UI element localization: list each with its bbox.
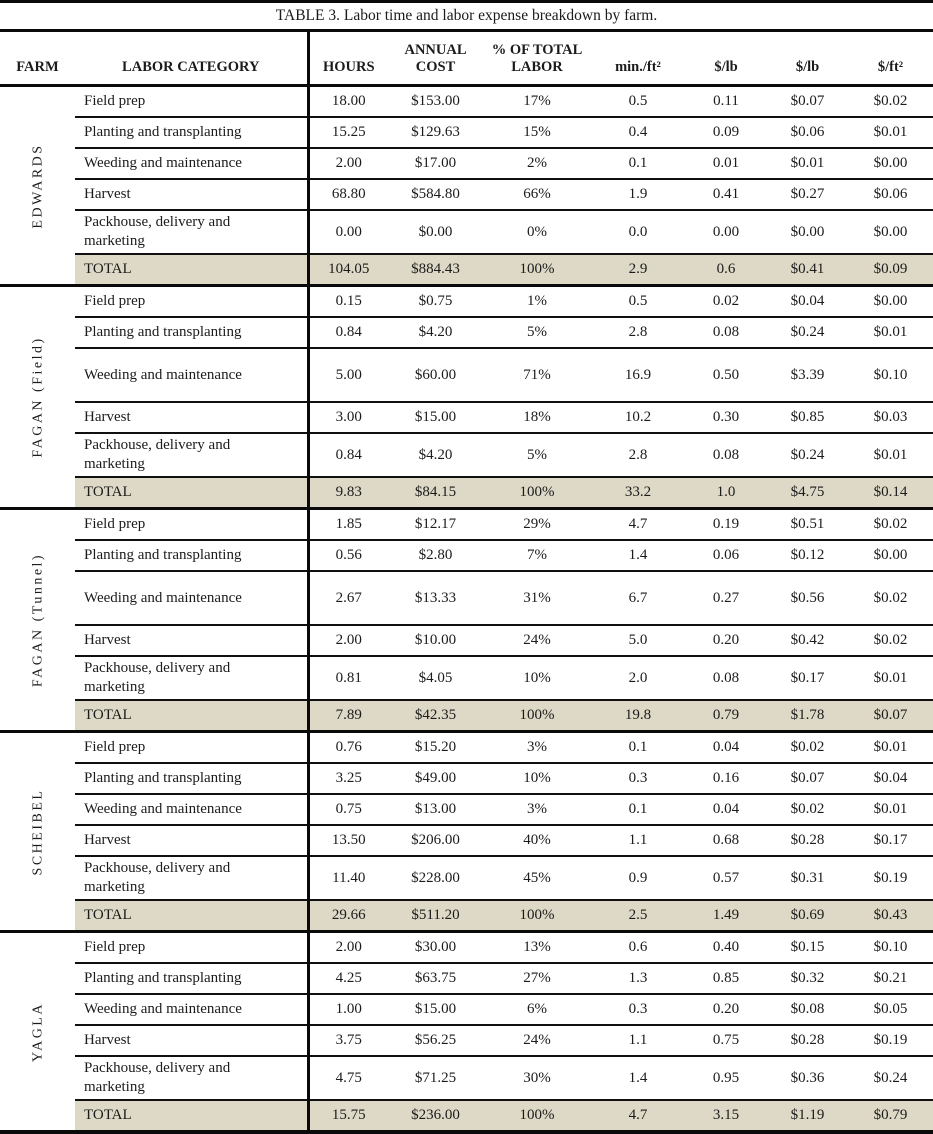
category-cell: Planting and transplanting (75, 317, 308, 348)
category-row (0, 856, 933, 900)
ft2-cost-cell: $0.01 (848, 656, 933, 700)
lb-price-cell: $0.08 (767, 994, 848, 1025)
lb-price-cell: $0.24 (767, 433, 848, 477)
hours-cell: 9.83 (308, 477, 388, 509)
min-ft2-cell: 0.0 (591, 210, 685, 254)
hours-cell: 0.15 (308, 286, 388, 318)
pct-total-cell: 100% (483, 477, 591, 509)
category-row (0, 433, 933, 477)
farm-name: SCHEIBEL (30, 788, 45, 875)
lb-cost-cell: 0.75 (685, 1025, 767, 1056)
ft2-cost-cell: $0.05 (848, 994, 933, 1025)
category-row (0, 148, 933, 179)
hours-cell: 15.25 (308, 117, 388, 148)
category-row (0, 540, 933, 571)
annual-cost-cell: $56.25 (388, 1025, 483, 1056)
total-row (0, 254, 933, 286)
lb-price-cell: $0.32 (767, 963, 848, 994)
min-ft2-cell: 4.7 (591, 1100, 685, 1132)
annual-cost-cell: $4.05 (388, 656, 483, 700)
ft2-cost-cell: $0.01 (848, 732, 933, 764)
hours-cell: 0.84 (308, 317, 388, 348)
pct-total-cell: 5% (483, 317, 591, 348)
hours-cell: 13.50 (308, 825, 388, 856)
min-ft2-cell: 0.1 (591, 732, 685, 764)
ft2-cost-cell: $0.19 (848, 1025, 933, 1056)
hours-cell: 1.85 (308, 509, 388, 541)
min-ft2-cell: 2.0 (591, 656, 685, 700)
pct-total-cell: 30% (483, 1056, 591, 1100)
annual-cost-cell: $12.17 (388, 509, 483, 541)
lb-price-cell: $0.07 (767, 86, 848, 118)
category-row (0, 348, 933, 402)
annual-cost-cell: $30.00 (388, 932, 483, 964)
lb-price-cell: $0.12 (767, 540, 848, 571)
lb-cost-cell: 0.11 (685, 86, 767, 118)
category-row (0, 625, 933, 656)
pct-total-cell: 40% (483, 825, 591, 856)
ft2-cost-cell: $0.24 (848, 1056, 933, 1100)
ft2-cost-cell: $0.02 (848, 625, 933, 656)
lb-price-cell: $0.41 (767, 254, 848, 286)
hours-cell: 68.80 (308, 179, 388, 210)
annual-cost-cell: $4.20 (388, 433, 483, 477)
lb-cost-cell: 1.0 (685, 477, 767, 509)
lb-price-cell: $1.19 (767, 1100, 848, 1132)
annual-cost-cell: $0.75 (388, 286, 483, 318)
category-row (0, 210, 933, 254)
min-ft2-cell: 0.3 (591, 763, 685, 794)
lb-price-cell: $0.17 (767, 656, 848, 700)
min-ft2-cell: 1.4 (591, 1056, 685, 1100)
pct-total-cell: 3% (483, 732, 591, 764)
lb-cost-cell: 0.68 (685, 825, 767, 856)
lb-cost-cell: 0.06 (685, 540, 767, 571)
ft2-cost-cell: $0.09 (848, 254, 933, 286)
hours-cell: 7.89 (308, 700, 388, 732)
annual-cost-cell: $2.80 (388, 540, 483, 571)
pct-total-cell: 29% (483, 509, 591, 541)
hours-cell: 11.40 (308, 856, 388, 900)
hours-cell: 15.75 (308, 1100, 388, 1132)
min-ft2-cell: 0.4 (591, 117, 685, 148)
lb-cost-cell: 0.57 (685, 856, 767, 900)
min-ft2-cell: 0.5 (591, 286, 685, 318)
lb-cost-cell: 0.6 (685, 254, 767, 286)
annual-cost-cell: $13.33 (388, 571, 483, 625)
category-cell: TOTAL (75, 254, 308, 286)
lb-cost-cell: 0.20 (685, 625, 767, 656)
lb-price-cell: $0.15 (767, 932, 848, 964)
min-ft2-cell: 0.5 (591, 86, 685, 118)
lb-cost-cell: 0.50 (685, 348, 767, 402)
min-ft2-cell: 0.6 (591, 932, 685, 964)
ft2-cost-cell: $0.79 (848, 1100, 933, 1132)
category-row (0, 402, 933, 433)
category-cell: Field prep (75, 86, 308, 118)
ft2-cost-cell: $0.21 (848, 963, 933, 994)
min-ft2-cell: 1.1 (591, 1025, 685, 1056)
hours-cell: 4.75 (308, 1056, 388, 1100)
lb-cost-cell: 0.27 (685, 571, 767, 625)
lb-cost-cell: 0.00 (685, 210, 767, 254)
hours-cell: 2.00 (308, 932, 388, 964)
annual-cost-cell: $17.00 (388, 148, 483, 179)
category-cell: TOTAL (75, 700, 308, 732)
lb-cost-cell: 0.04 (685, 794, 767, 825)
lb-price-cell: $0.69 (767, 900, 848, 932)
ft2-cost-cell: $0.01 (848, 433, 933, 477)
min-ft2-cell: 0.9 (591, 856, 685, 900)
farm-name-cell (0, 932, 75, 1133)
farm-name-cell (0, 509, 75, 732)
lb-price-cell: $0.85 (767, 402, 848, 433)
annual-cost-cell: $71.25 (388, 1056, 483, 1100)
ft2-cost-cell: $0.02 (848, 509, 933, 541)
pct-total-cell: 31% (483, 571, 591, 625)
ft2-cost-cell: $0.00 (848, 286, 933, 318)
category-cell: TOTAL (75, 1100, 308, 1132)
farm-name: FAGAN (Field) (30, 336, 45, 458)
min-ft2-cell: 1.3 (591, 963, 685, 994)
category-row (0, 117, 933, 148)
annual-cost-cell: $884.43 (388, 254, 483, 286)
hours-cell: 3.75 (308, 1025, 388, 1056)
total-row (0, 900, 933, 932)
category-row (0, 286, 933, 318)
category-row (0, 963, 933, 994)
category-row (0, 794, 933, 825)
category-row (0, 825, 933, 856)
ft2-cost-cell: $0.17 (848, 825, 933, 856)
total-row (0, 700, 933, 732)
lb-price-cell: $0.51 (767, 509, 848, 541)
hours-cell: 18.00 (308, 86, 388, 118)
category-row (0, 763, 933, 794)
annual-cost-cell: $13.00 (388, 794, 483, 825)
lb-cost-cell: 1.49 (685, 900, 767, 932)
lb-cost-cell: 0.40 (685, 932, 767, 964)
pct-total-cell: 10% (483, 763, 591, 794)
min-ft2-cell: 16.9 (591, 348, 685, 402)
farm-name-cell (0, 286, 75, 509)
lb-cost-cell: 0.08 (685, 317, 767, 348)
ft2-cost-cell: $0.01 (848, 117, 933, 148)
category-cell: TOTAL (75, 477, 308, 509)
lb-price-cell: $4.75 (767, 477, 848, 509)
category-cell: Field prep (75, 932, 308, 964)
annual-cost-cell: $584.80 (388, 179, 483, 210)
hours-cell: 3.25 (308, 763, 388, 794)
farm-name: YAGLA (30, 1001, 45, 1062)
annual-cost-cell: $15.00 (388, 402, 483, 433)
hours-cell: 0.76 (308, 732, 388, 764)
hours-cell: 104.05 (308, 254, 388, 286)
category-cell: Harvest (75, 625, 308, 656)
category-cell: Weeding and maintenance (75, 571, 308, 625)
annual-cost-cell: $15.00 (388, 994, 483, 1025)
hours-cell: 0.84 (308, 433, 388, 477)
lb-cost-cell: 0.04 (685, 732, 767, 764)
annual-cost-cell: $10.00 (388, 625, 483, 656)
category-row (0, 994, 933, 1025)
lb-cost-cell: 0.85 (685, 963, 767, 994)
header-dollar-ft2: $/ft² (848, 32, 933, 86)
lb-cost-cell: 0.08 (685, 656, 767, 700)
category-cell: Harvest (75, 179, 308, 210)
farm-name: FAGAN (Tunnel) (30, 552, 45, 688)
hours-cell: 3.00 (308, 402, 388, 433)
category-cell: Packhouse, delivery and marketing (75, 433, 308, 477)
category-cell: Planting and transplanting (75, 763, 308, 794)
hours-cell: 5.00 (308, 348, 388, 402)
pct-total-cell: 10% (483, 656, 591, 700)
ft2-cost-cell: $0.00 (848, 148, 933, 179)
category-cell: Weeding and maintenance (75, 148, 308, 179)
category-row (0, 1025, 933, 1056)
table-header (0, 32, 933, 86)
ft2-cost-cell: $0.43 (848, 900, 933, 932)
header-farm: FARM (0, 32, 75, 86)
pct-total-cell: 24% (483, 1025, 591, 1056)
category-cell: Packhouse, delivery and marketing (75, 210, 308, 254)
annual-cost-cell: $236.00 (388, 1100, 483, 1132)
hours-cell: 2.67 (308, 571, 388, 625)
min-ft2-cell: 0.1 (591, 794, 685, 825)
category-cell: Packhouse, delivery and marketing (75, 856, 308, 900)
farm-section (0, 86, 933, 286)
hours-cell: 1.00 (308, 994, 388, 1025)
farm-name: EDWARDS (30, 142, 45, 229)
lb-cost-cell: 0.41 (685, 179, 767, 210)
min-ft2-cell: 2.5 (591, 900, 685, 932)
min-ft2-cell: 0.1 (591, 148, 685, 179)
category-cell: Field prep (75, 286, 308, 318)
pct-total-cell: 2% (483, 148, 591, 179)
pct-total-cell: 6% (483, 994, 591, 1025)
header-annual-cost: ANNUAL COST (388, 32, 483, 86)
ft2-cost-cell: $0.19 (848, 856, 933, 900)
annual-cost-cell: $63.75 (388, 963, 483, 994)
lb-price-cell: $0.36 (767, 1056, 848, 1100)
hours-cell: 2.00 (308, 148, 388, 179)
category-row (0, 656, 933, 700)
category-row (0, 1056, 933, 1100)
category-row (0, 317, 933, 348)
lb-price-cell: $0.27 (767, 179, 848, 210)
lb-price-cell: $0.42 (767, 625, 848, 656)
pct-total-cell: 3% (483, 794, 591, 825)
header-dollar-lb-2: $/lb (767, 32, 848, 86)
category-cell: TOTAL (75, 900, 308, 932)
lb-price-cell: $0.04 (767, 286, 848, 318)
farm-section (0, 932, 933, 1133)
ft2-cost-cell: $0.02 (848, 571, 933, 625)
lb-cost-cell: 3.15 (685, 1100, 767, 1132)
lb-cost-cell: 0.20 (685, 994, 767, 1025)
category-cell: Harvest (75, 402, 308, 433)
annual-cost-cell: $153.00 (388, 86, 483, 118)
annual-cost-cell: $60.00 (388, 348, 483, 402)
category-row (0, 509, 933, 541)
annual-cost-cell: $0.00 (388, 210, 483, 254)
total-row (0, 477, 933, 509)
category-cell: Weeding and maintenance (75, 994, 308, 1025)
category-row (0, 179, 933, 210)
hours-cell: 0.56 (308, 540, 388, 571)
lb-cost-cell: 0.08 (685, 433, 767, 477)
pct-total-cell: 17% (483, 86, 591, 118)
min-ft2-cell: 19.8 (591, 700, 685, 732)
ft2-cost-cell: $0.06 (848, 179, 933, 210)
lb-price-cell: $0.28 (767, 825, 848, 856)
lb-cost-cell: 0.19 (685, 509, 767, 541)
header-dollar-lb-1: $/lb (685, 32, 767, 86)
annual-cost-cell: $129.63 (388, 117, 483, 148)
pct-total-cell: 71% (483, 348, 591, 402)
table-title: TABLE 3. Labor time and labor expense breakdown by farm. (0, 0, 933, 32)
annual-cost-cell: $15.20 (388, 732, 483, 764)
pct-total-cell: 18% (483, 402, 591, 433)
farm-section (0, 286, 933, 509)
category-cell: Field prep (75, 509, 308, 541)
farm-section (0, 732, 933, 932)
pct-total-cell: 100% (483, 254, 591, 286)
category-cell: Planting and transplanting (75, 540, 308, 571)
pct-total-cell: 5% (483, 433, 591, 477)
ft2-cost-cell: $0.04 (848, 763, 933, 794)
ft2-cost-cell: $0.14 (848, 477, 933, 509)
hours-cell: 0.00 (308, 210, 388, 254)
labor-table (0, 32, 933, 1134)
category-cell: Weeding and maintenance (75, 348, 308, 402)
header-hours: HOURS (308, 32, 388, 86)
lb-price-cell: $0.06 (767, 117, 848, 148)
min-ft2-cell: 6.7 (591, 571, 685, 625)
pct-total-cell: 100% (483, 900, 591, 932)
annual-cost-cell: $511.20 (388, 900, 483, 932)
lb-cost-cell: 0.30 (685, 402, 767, 433)
pct-total-cell: 1% (483, 286, 591, 318)
category-cell: Packhouse, delivery and marketing (75, 1056, 308, 1100)
category-row (0, 932, 933, 964)
lb-price-cell: $0.07 (767, 763, 848, 794)
annual-cost-cell: $84.15 (388, 477, 483, 509)
annual-cost-cell: $42.35 (388, 700, 483, 732)
category-cell: Field prep (75, 732, 308, 764)
lb-price-cell: $1.78 (767, 700, 848, 732)
lb-cost-cell: 0.02 (685, 286, 767, 318)
ft2-cost-cell: $0.10 (848, 932, 933, 964)
min-ft2-cell: 2.9 (591, 254, 685, 286)
category-cell: Planting and transplanting (75, 963, 308, 994)
farm-name-cell (0, 86, 75, 286)
category-cell: Planting and transplanting (75, 117, 308, 148)
lb-price-cell: $0.02 (767, 732, 848, 764)
annual-cost-cell: $4.20 (388, 317, 483, 348)
lb-price-cell: $0.00 (767, 210, 848, 254)
lb-price-cell: $0.31 (767, 856, 848, 900)
pct-total-cell: 100% (483, 700, 591, 732)
category-row (0, 571, 933, 625)
ft2-cost-cell: $0.10 (848, 348, 933, 402)
farm-section (0, 509, 933, 732)
lb-cost-cell: 0.09 (685, 117, 767, 148)
min-ft2-cell: 0.3 (591, 994, 685, 1025)
header-pct-total: % OF TOTAL LABOR (483, 32, 591, 86)
lb-cost-cell: 0.16 (685, 763, 767, 794)
lb-price-cell: $0.56 (767, 571, 848, 625)
min-ft2-cell: 33.2 (591, 477, 685, 509)
pct-total-cell: 13% (483, 932, 591, 964)
pct-total-cell: 15% (483, 117, 591, 148)
lb-cost-cell: 0.95 (685, 1056, 767, 1100)
category-cell: Harvest (75, 825, 308, 856)
lb-price-cell: $3.39 (767, 348, 848, 402)
ft2-cost-cell: $0.00 (848, 210, 933, 254)
hours-cell: 4.25 (308, 963, 388, 994)
pct-total-cell: 27% (483, 963, 591, 994)
ft2-cost-cell: $0.07 (848, 700, 933, 732)
annual-cost-cell: $49.00 (388, 763, 483, 794)
header-min-ft2: min./ft² (591, 32, 685, 86)
lb-price-cell: $0.28 (767, 1025, 848, 1056)
pct-total-cell: 24% (483, 625, 591, 656)
category-row (0, 86, 933, 118)
category-cell: Weeding and maintenance (75, 794, 308, 825)
ft2-cost-cell: $0.01 (848, 794, 933, 825)
pct-total-cell: 45% (483, 856, 591, 900)
min-ft2-cell: 1.4 (591, 540, 685, 571)
farm-name-cell (0, 732, 75, 932)
annual-cost-cell: $228.00 (388, 856, 483, 900)
min-ft2-cell: 10.2 (591, 402, 685, 433)
category-cell: Packhouse, delivery and marketing (75, 656, 308, 700)
min-ft2-cell: 1.1 (591, 825, 685, 856)
ft2-cost-cell: $0.02 (848, 86, 933, 118)
hours-cell: 2.00 (308, 625, 388, 656)
pct-total-cell: 66% (483, 179, 591, 210)
min-ft2-cell: 1.9 (591, 179, 685, 210)
lb-cost-cell: 0.79 (685, 700, 767, 732)
header-row (0, 32, 933, 86)
ft2-cost-cell: $0.01 (848, 317, 933, 348)
lb-price-cell: $0.01 (767, 148, 848, 179)
category-cell: Harvest (75, 1025, 308, 1056)
lb-price-cell: $0.24 (767, 317, 848, 348)
hours-cell: 0.81 (308, 656, 388, 700)
pct-total-cell: 100% (483, 1100, 591, 1132)
pct-total-cell: 7% (483, 540, 591, 571)
min-ft2-cell: 2.8 (591, 433, 685, 477)
lb-cost-cell: 0.01 (685, 148, 767, 179)
header-labor-category: LABOR CATEGORY (75, 32, 308, 86)
min-ft2-cell: 5.0 (591, 625, 685, 656)
lb-price-cell: $0.02 (767, 794, 848, 825)
total-row (0, 1100, 933, 1132)
pct-total-cell: 0% (483, 210, 591, 254)
annual-cost-cell: $206.00 (388, 825, 483, 856)
ft2-cost-cell: $0.03 (848, 402, 933, 433)
category-row (0, 732, 933, 764)
hours-cell: 29.66 (308, 900, 388, 932)
min-ft2-cell: 4.7 (591, 509, 685, 541)
hours-cell: 0.75 (308, 794, 388, 825)
min-ft2-cell: 2.8 (591, 317, 685, 348)
ft2-cost-cell: $0.00 (848, 540, 933, 571)
